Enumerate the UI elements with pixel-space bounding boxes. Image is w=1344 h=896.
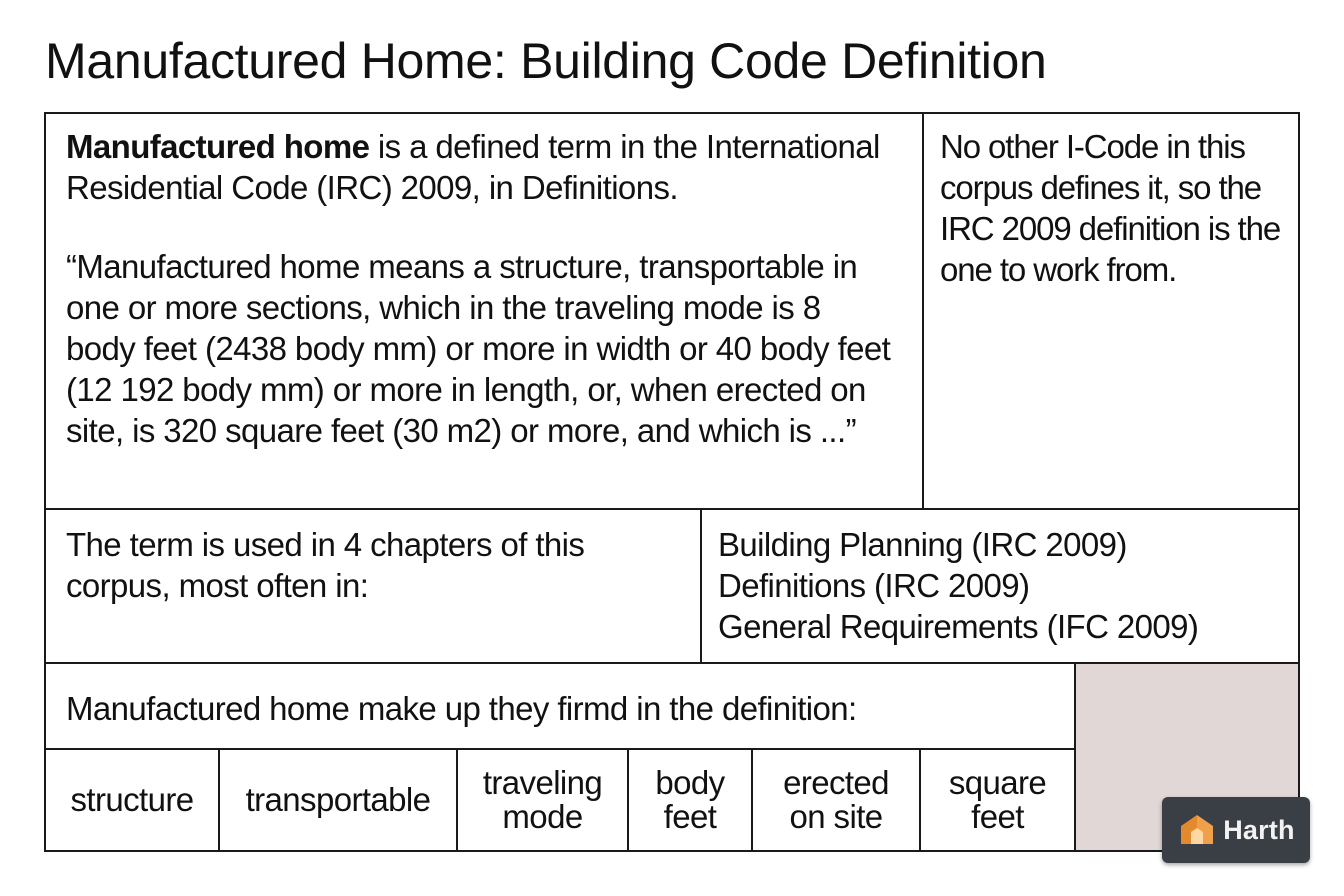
chapter-item: General Requirements (IFC 2009) <box>718 608 1199 645</box>
usage-text: The term is used in 4 chapters of this corpus, most often in: <box>66 526 585 604</box>
parts-heading-box <box>44 662 1076 750</box>
term-cell-transportable: transportable <box>218 748 458 852</box>
chapters-box <box>700 508 1300 664</box>
term-cell-square-feet: square feet <box>919 748 1076 852</box>
definition-intro <box>66 126 912 208</box>
parts-heading: Manufactured home make up they firmd in the definition: <box>66 690 857 727</box>
term-cell-structure: structure <box>44 748 220 852</box>
definition-quote: “Manufactured home means a structure, transportable in one or more sections, which in the traveling mode is 8 body feet (2438 body mm) or more in width or 40 body feet (12 192 body mm) or more in length, or, when erected on site, is 320 square feet (30 m2) or more, and which is ...” <box>66 248 891 449</box>
logo-badge <box>1162 797 1310 863</box>
definition-box <box>44 112 924 510</box>
logo-text: Harth <box>1223 814 1295 845</box>
defined-term: Manufactured home <box>66 128 370 165</box>
term-cell-erected-on-site: erected on site <box>751 748 921 852</box>
term-cell-body-feet: body feet <box>627 748 753 852</box>
note-text: No other I-Code in this corpus defines it, so the IRC 2009 definition is the one to work from. <box>940 128 1281 288</box>
chapter-item: Definitions (IRC 2009) <box>718 567 1030 604</box>
usage-box <box>44 508 702 664</box>
note-box <box>922 112 1300 510</box>
term-row <box>44 748 1076 852</box>
definition-intro-text: is a defined term in the International Residential Code (IRC) 2009, in Definitions. <box>66 128 880 206</box>
page-title: Manufactured Home: Building Code Definition <box>45 33 1047 89</box>
term-cell-traveling-mode: traveling mode <box>456 748 629 852</box>
chapter-item: Building Planning (IRC 2009) <box>718 526 1127 563</box>
house-cube-icon <box>1177 810 1217 850</box>
